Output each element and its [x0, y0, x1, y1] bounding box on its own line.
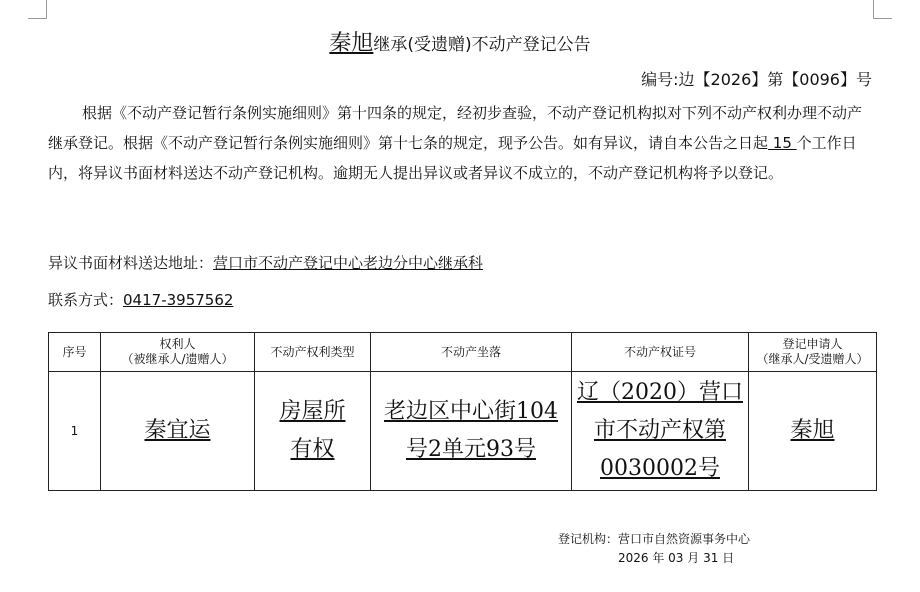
address-value: 营口市不动产登记中心老边分中心继承科 [213, 254, 484, 272]
header-right-holder: 权利人 （被继承人/遗赠人） [101, 333, 255, 372]
footer [558, 530, 750, 568]
page-corner-mark-right [873, 0, 892, 19]
cell-index: 1 [49, 372, 101, 491]
objection-days: 15 [768, 134, 797, 152]
contact-label: 联系方式： [48, 291, 124, 309]
address-line [48, 252, 483, 273]
paragraph-text-2: 个工作日内，将异议书面材料送达不动产登记机构。逾期无人提出异议或者异议不成立的，不动产登记机构将予以登记。 [48, 134, 857, 182]
registration-table [48, 332, 877, 491]
document-title [0, 26, 920, 57]
announcement-date: 2026 年 03 月 31 日 [618, 551, 735, 565]
address-label: 异议书面材料送达地址： [48, 254, 214, 272]
header-right-type: 不动产权利类型 [255, 333, 371, 372]
cell-cert-no: 辽（2020）营口市不动产权第0030002号 [572, 372, 749, 491]
registration-org: 登记机构：营口市自然资源事务中心 [558, 532, 751, 546]
header-index: 序号 [49, 333, 101, 372]
header-location: 不动产坐落 [371, 333, 572, 372]
cell-right-type: 房屋所有权 [255, 372, 371, 491]
title-text: 继承(受遗赠)不动产登记公告 [373, 35, 591, 55]
title-name: 秦旭 [329, 31, 374, 56]
cell-applicant: 秦旭 [749, 372, 877, 491]
document-number: 编号:边【2026】第【0096】号 [641, 70, 872, 89]
contact-value: 0417-3957562 [123, 291, 234, 309]
paragraph-text-1: 根据《不动产登记暂行条例实施细则》第十四条的规定，经初步查验，不动产登记机构拟对下列不动产权利办理不动产继承登记。根据《不动产登记暂行条例实施细则》第十七条的规定，现予公告。如有异议，请自本公告之日起 [48, 104, 863, 152]
table-header-row [49, 333, 877, 372]
header-applicant: 登记申请人 （继承人/受遗赠人） [749, 333, 877, 372]
cell-location: 老边区中心街104号2单元93号 [371, 372, 572, 491]
page-corner-mark-left [28, 0, 47, 19]
contact-line [48, 289, 233, 310]
header-cert-no: 不动产权证号 [572, 333, 749, 372]
announcement-paragraph [48, 98, 876, 188]
table-row [49, 372, 877, 491]
cell-right-holder: 秦宜运 [101, 372, 255, 491]
